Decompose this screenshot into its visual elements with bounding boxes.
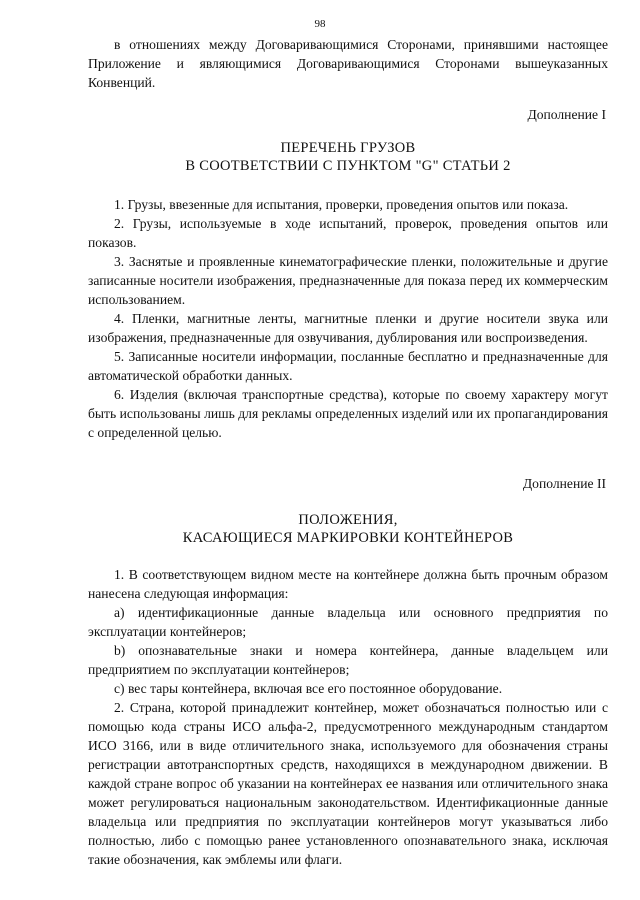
page-number: 98 [314, 18, 326, 30]
annex2-title-line1: ПОЛОЖЕНИЯ, [298, 512, 398, 528]
annex1-title-line1: ПЕРЕЧЕНЬ ГРУЗОВ [280, 140, 416, 156]
paragraph-1c: c) вес тары контейнера, включая все его постоянное оборудование. [114, 681, 503, 696]
list-item: 6. Изделия (включая транспортные средства), которые по своему характеру могут быть использованы лишь для рекламы определенных изделий или их пропагандирования с определенной целью. [88, 387, 608, 440]
intro-paragraph [88, 35, 608, 92]
list-item: 1. Грузы, ввезенные для испытания, проверки, проведения опытов или показа. [114, 197, 569, 212]
annex2-label: Дополнение II [522, 476, 606, 491]
annex1-title-line2: В СООТВЕТСТВИИ С ПУНКТОМ "G" СТАТЬИ 2 [185, 158, 511, 174]
paragraph-2: 2. Страна, которой принадлежит контейнер, может обозначаться полностью или с помощью кода страны ИСО альфа-2, предусмотренного международным стандартом ИСО 3166, или в виде отличительного знака, используемого для обозначения страны регистрации автотранспортных средств, находящихся в международном движении. В каждой стране вопрос об указании на контейнерах ее названия или отличительного знака может регулироваться национальным законодательством. Идентификационные данные владельца или предприятия по эксплуатации контейнеров могут указываться либо полностью, либо с помощью ранее установленного опознавательного знака, исключая такие обозначения, как эмблемы или флаги. [88, 700, 608, 867]
paragraph-1: 1. В соответствующем видном месте на контейнере должна быть прочным образом нанесена следующая информация: [88, 567, 608, 601]
intro-text: в отношениях между Договаривающимися Сторонами, принявшими настоящее Приложение и являющимися Договаривающимися Сторонами вышеуказанных Конвенций. [88, 37, 608, 90]
annex2-title-line2: КАСАЮЩИЕСЯ МАРКИРОВКИ КОНТЕЙНЕРОВ [182, 530, 514, 546]
annex2-body [88, 565, 608, 869]
list-item: 5. Записанные носители информации, посланные бесплатно и предназначенные для автоматической обработки данных. [88, 349, 608, 383]
paragraph-1a: а) идентификационные данные владельца или основного предприятия по эксплуатации контейнеров; [88, 605, 608, 639]
annex1-list [88, 195, 608, 442]
list-item: 3. Заснятые и проявленные кинематографические пленки, положительные и другие записанные носители изображения, предназначенные для показа перед их коммерческим использованием. [88, 254, 608, 307]
list-item: 2. Грузы, используемые в ходе испытаний, проверок, проведения опытов или показов. [88, 216, 608, 250]
annex1-label: Дополнение I [527, 107, 606, 122]
list-item: 4. Пленки, магнитные ленты, магнитные пленки и другие носители звука или изображения, предназначенные для озвучивания, дублирования или воспроизведения. [88, 311, 608, 345]
paragraph-1b: b) опознавательные знаки и номера контейнера, данные владельцем или предприятием по эксплуатации контейнеров; [88, 643, 608, 677]
